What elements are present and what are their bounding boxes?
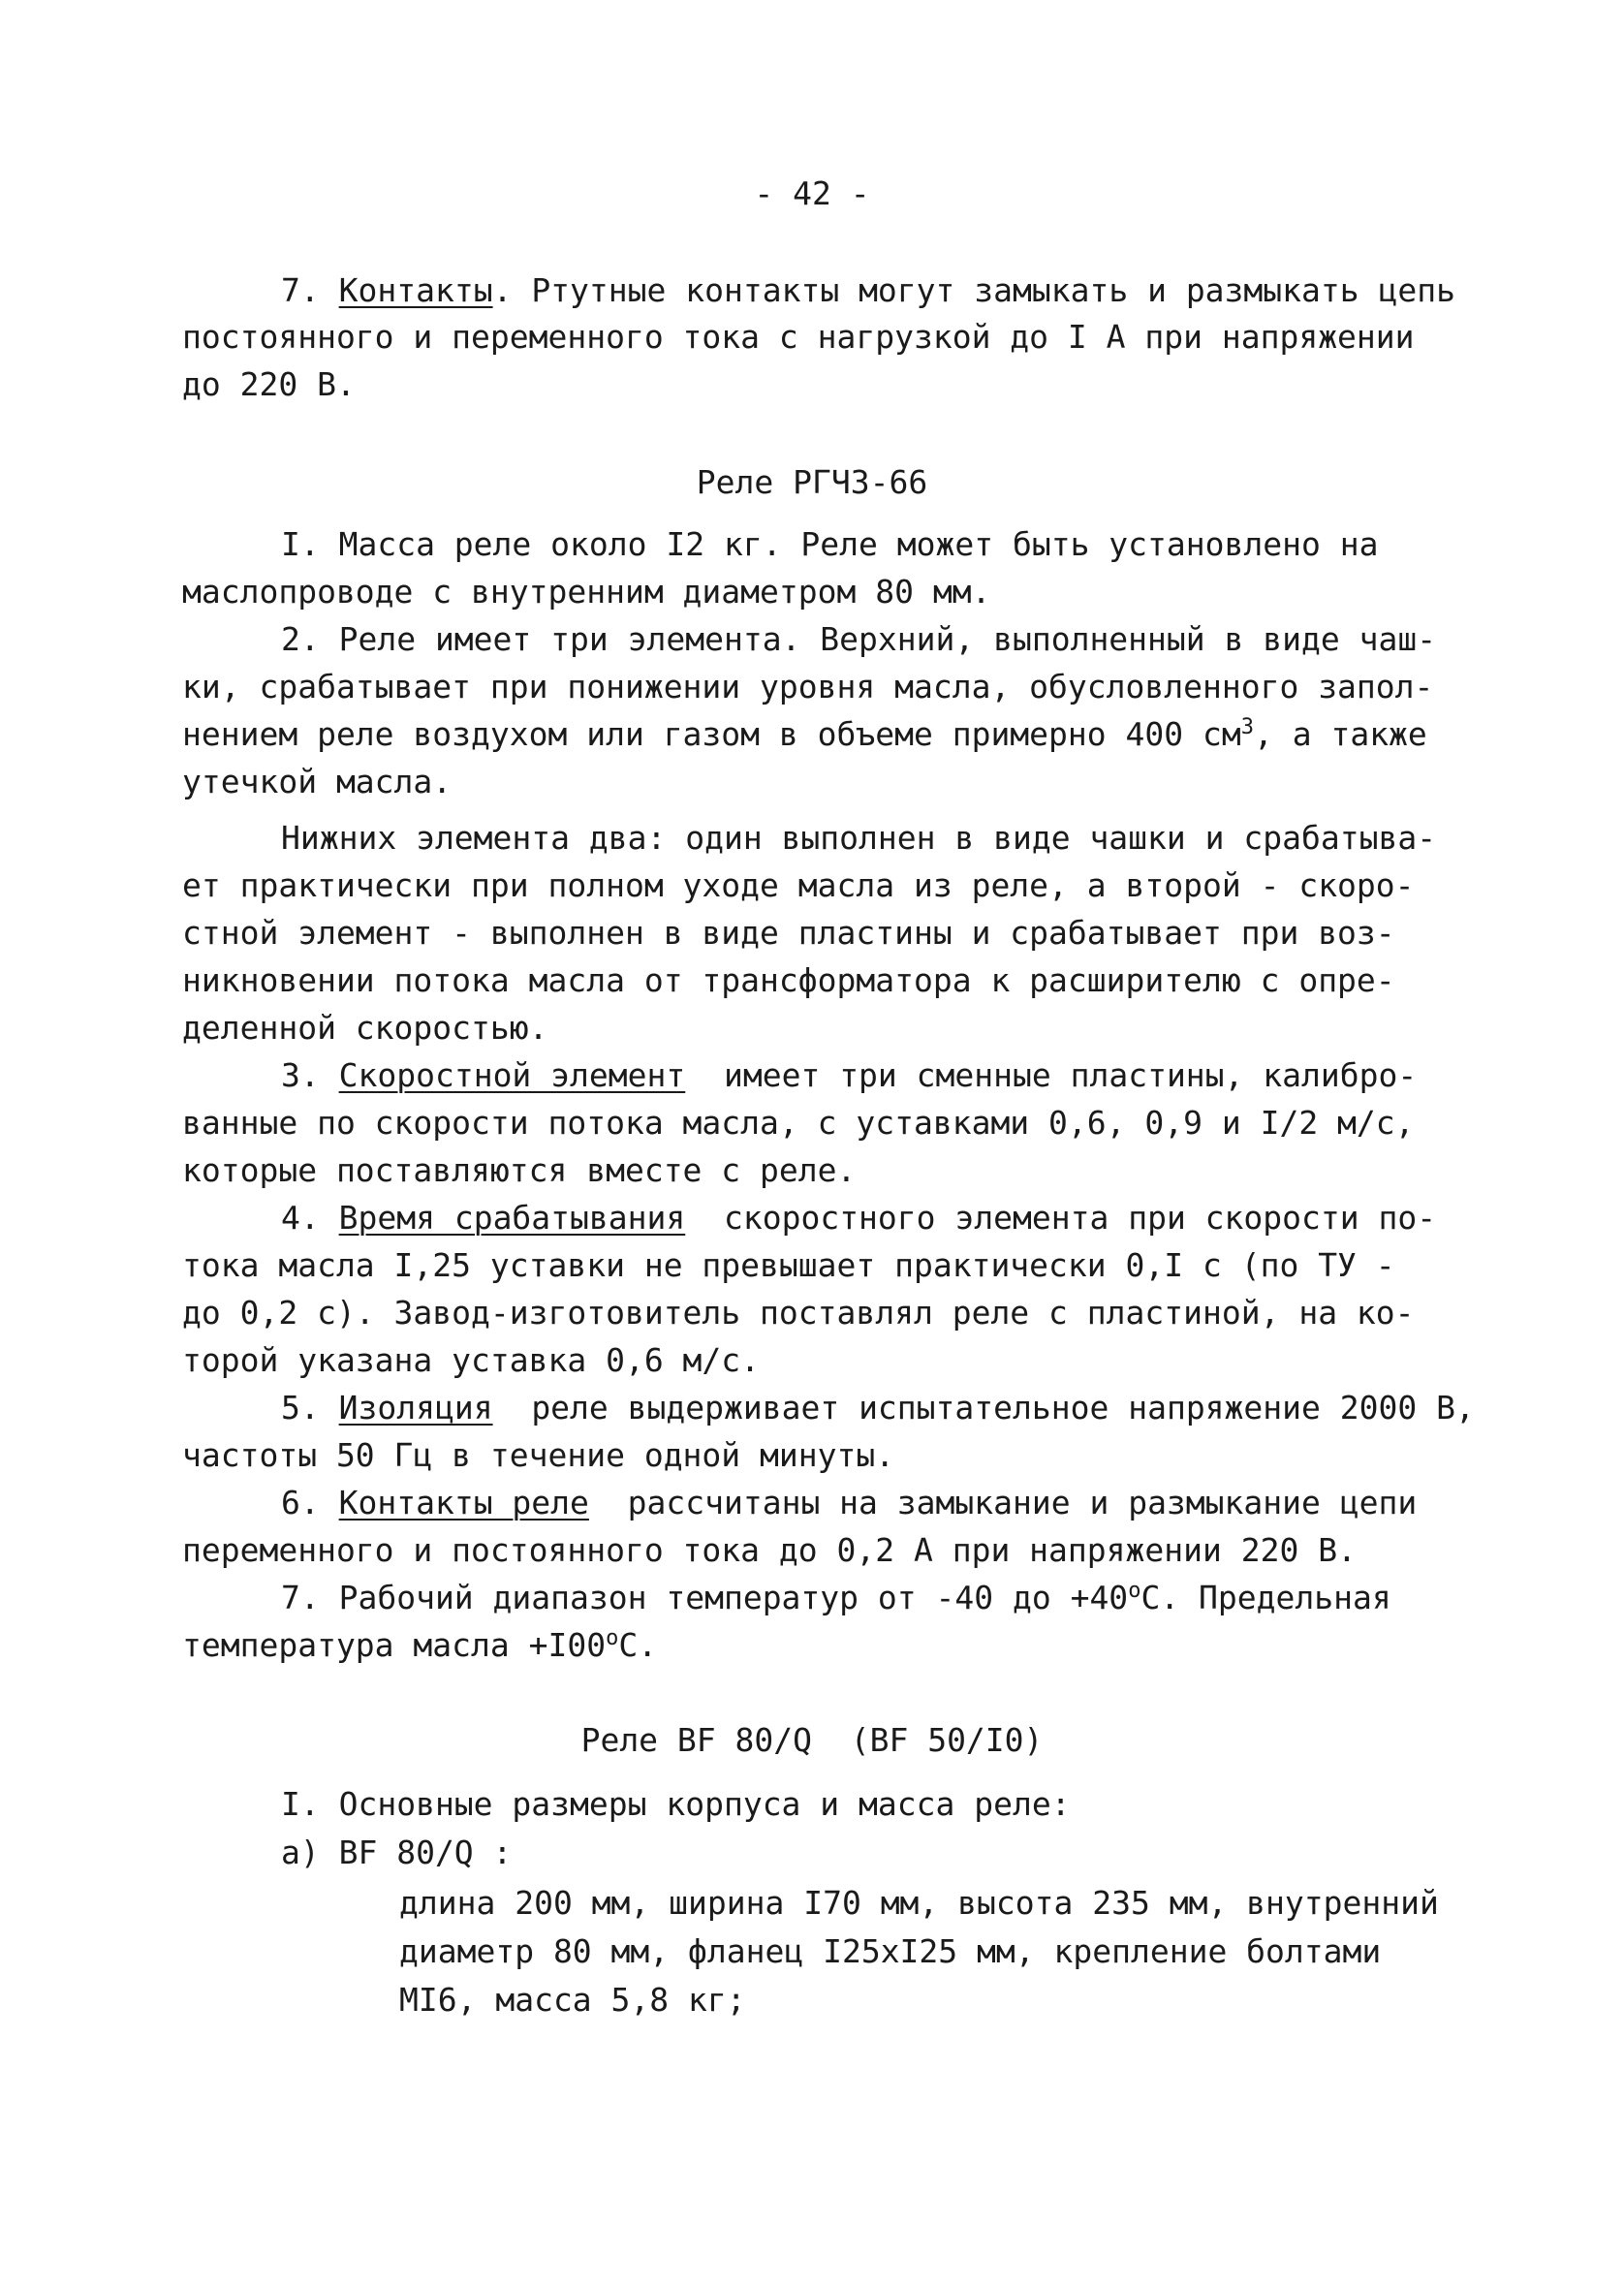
bf-item-1: I. Основные размеры корпуса и масса реле: <box>281 1785 1071 1823</box>
rgchz-item-5-line-1 <box>281 1385 1475 1431</box>
item-term: Изоляция <box>338 1389 493 1427</box>
item-number: 5. <box>281 1389 320 1427</box>
section-heading-rgchz: Реле РГЧЗ-66 <box>696 463 928 501</box>
item-term: Контакты реле <box>338 1484 589 1521</box>
text-fragment: температура масла +I00 <box>182 1626 607 1664</box>
rgchz-item-2-line-3 <box>182 711 1427 758</box>
prev-item-7-line-3: до 220 В. <box>182 365 356 403</box>
prev-item-7-line-2: постоянного и переменного тока с нагрузкой до I А при напряжении <box>182 318 1415 356</box>
rgchz-item-4-line-1 <box>281 1195 1436 1241</box>
bf-item-a: а) BF 80/Q : <box>281 1834 513 1871</box>
rgchz-lower-elements-line-2: ет практически при полном уходе масла из реле, а второй - скоро- <box>182 866 1415 904</box>
bf-item-a-line-2: диаметр 80 мм, фланец I25xI25 мм, крепление болтами <box>399 1932 1382 1970</box>
rgchz-item-4-line-2: тока масла I,25 уставки не превышает практически 0,I с (по ТУ - <box>182 1246 1395 1284</box>
rgchz-item-1-line-2: маслопроводе с внутренним диаметром 80 мм. <box>182 573 991 611</box>
item-text: скоростного элемента при скорости по- <box>685 1199 1437 1237</box>
item-term: Контакты <box>338 271 493 309</box>
rgchz-item-7-line-2 <box>182 1622 657 1669</box>
rgchz-item-6-line-2: переменного и постоянного тока до 0,2 А при напряжении 220 В. <box>182 1531 1357 1569</box>
item-term: Время срабатывания <box>338 1199 686 1237</box>
item-number: 3. <box>281 1056 320 1094</box>
item-number: 6. <box>281 1484 320 1521</box>
rgchz-lower-elements-line-1: Нижних элемента два: один выполнен в виде чашки и срабатыва- <box>281 819 1437 857</box>
item-text: рассчитаны на замыкание и размыкание цепи <box>588 1484 1418 1521</box>
item-text: реле выдерживает испытательное напряжение 2000 В, <box>492 1389 1475 1427</box>
text-fragment: нением реле воздухом или газом в объеме примерно 400 см <box>182 715 1241 753</box>
rgchz-item-4-line-4: торой указана уставка 0,6 м/с. <box>182 1341 761 1379</box>
superscript: о <box>606 1626 619 1650</box>
item-text: . Ртутные контакты могут замыкать и размыкать цепь <box>492 271 1455 309</box>
superscript: о <box>1128 1579 1141 1603</box>
rgchz-item-4-line-3: до 0,2 с). Завод-изготовитель поставлял реле с пластиной, на ко- <box>182 1294 1415 1332</box>
rgchz-lower-elements-line-5: деленной скоростью. <box>182 1009 548 1047</box>
section-heading-bf: Реле BF 80/Q (BF 50/I0) <box>580 1721 1044 1759</box>
rgchz-item-2-line-2: ки, срабатывает при понижении уровня масла, обусловленного запол- <box>182 668 1434 706</box>
item-number: 4. <box>281 1199 320 1237</box>
text-fragment: С. <box>618 1626 658 1664</box>
rgchz-item-2-line-1: 2. Реле имеет три элемента. Верхний, выполненный в виде чаш- <box>281 620 1437 658</box>
rgchz-item-7-line-1 <box>281 1575 1391 1621</box>
rgchz-lower-elements-line-4: никновении потока масла от трансформатора к расширителю с опре- <box>182 961 1395 999</box>
text-fragment: , а также <box>1253 715 1427 753</box>
rgchz-item-5-line-2: частоты 50 Гц в течение одной минуты. <box>182 1436 895 1474</box>
item-text: имеет три сменные пластины, калибро- <box>685 1056 1418 1094</box>
page-number: - 42 - <box>754 174 870 212</box>
rgchz-item-2-line-4: утечкой масла. <box>182 763 453 800</box>
text-fragment: С. Предельная <box>1140 1579 1391 1616</box>
item-term: Скоростной элемент <box>338 1056 686 1094</box>
bf-item-a-line-3: MI6, масса 5,8 кг; <box>399 1981 746 2019</box>
text-fragment: 7. Рабочий диапазон температур от -40 до +40 <box>281 1579 1129 1616</box>
rgchz-item-3-line-2: ванные по скорости потока масла, с уставками 0,6, 0,9 и I/2 м/с, <box>182 1104 1415 1142</box>
item-number: 7. <box>281 271 320 309</box>
rgchz-item-6-line-1 <box>281 1480 1417 1526</box>
rgchz-item-3-line-3: которые поставляются вместе с реле. <box>182 1151 857 1189</box>
superscript: 3 <box>1240 715 1254 739</box>
prev-item-7-line-1 <box>281 267 1455 314</box>
rgchz-lower-elements-line-3: стной элемент - выполнен в виде пластины и срабатывает при воз- <box>182 914 1395 952</box>
rgchz-item-3-line-1 <box>281 1052 1417 1099</box>
bf-item-a-line-1: длина 200 мм, ширина I70 мм, высота 235 мм, внутренний <box>399 1884 1439 1922</box>
rgchz-item-1-line-1: I. Масса реле около I2 кг. Реле может быть установлено на <box>281 525 1379 563</box>
